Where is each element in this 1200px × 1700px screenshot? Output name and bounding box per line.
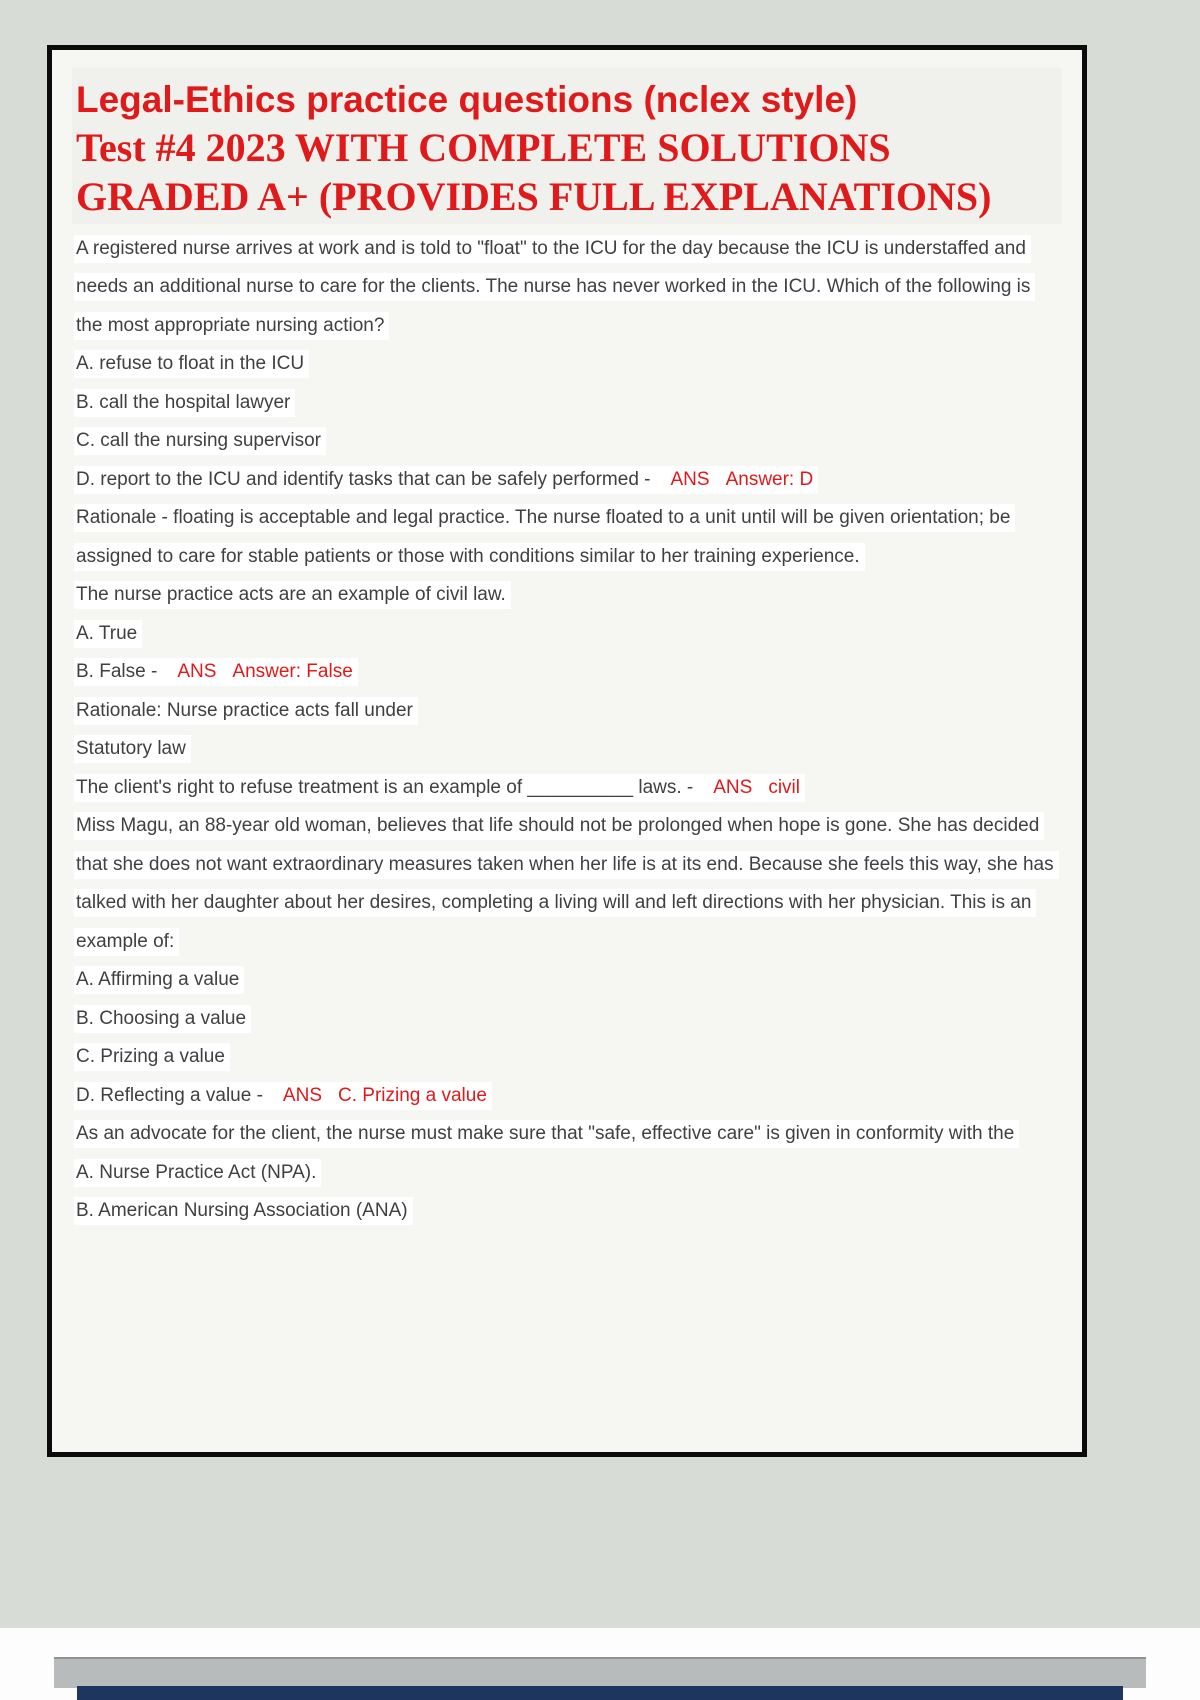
document-lines xyxy=(72,228,1062,1231)
footer-navy-bar xyxy=(77,1686,1123,1700)
text-line-highlight xyxy=(74,812,1059,956)
text-line xyxy=(74,615,1062,654)
text-line-highlight xyxy=(74,1043,230,1071)
text-line-text: Rationale - floating is acceptable and legal practice. The nurse floated to a unit until will be given orientation; be assigned to care for stable patients or those with conditions similar to her training experience. xyxy=(76,507,1011,567)
text-line xyxy=(74,1000,1062,1039)
text-line-highlight xyxy=(74,1159,321,1187)
ans-label: ANS xyxy=(177,661,217,683)
text-line-text: Rationale: Nurse practice acts fall under xyxy=(76,699,413,721)
text-line xyxy=(74,769,1062,808)
text-line xyxy=(74,807,1062,961)
text-line xyxy=(74,422,1062,461)
text-line-highlight xyxy=(74,1197,413,1225)
text-line xyxy=(74,1154,1062,1193)
text-line xyxy=(74,576,1062,615)
text-line-text: A. refuse to float in the ICU xyxy=(76,353,305,375)
text-line-highlight xyxy=(74,504,1015,571)
text-line-highlight xyxy=(74,350,309,378)
text-line-highlight xyxy=(74,466,818,494)
footer-gray-bar xyxy=(54,1657,1146,1688)
text-line-highlight xyxy=(74,966,244,994)
text-line-highlight xyxy=(74,697,418,725)
text-line-text: B. call the hospital lawyer xyxy=(76,391,291,413)
text-line-highlight xyxy=(74,658,358,686)
text-line xyxy=(74,461,1062,500)
document-title xyxy=(72,68,1062,224)
ans-label: ANS xyxy=(713,776,753,798)
text-line-highlight xyxy=(74,389,295,417)
text-line-text: D. report to the ICU and identify tasks that can be safely performed - xyxy=(76,468,651,490)
text-line xyxy=(74,230,1062,346)
text-line-text: A. True xyxy=(76,622,138,644)
text-line-text: Statutory law xyxy=(76,738,186,760)
ans-text: Answer: D xyxy=(725,468,814,490)
ans-text: civil xyxy=(768,776,800,798)
text-line xyxy=(74,653,1062,692)
text-line xyxy=(74,1115,1062,1154)
text-line xyxy=(74,692,1062,731)
text-line-text: A. Affirming a value xyxy=(76,969,240,991)
text-line xyxy=(74,499,1062,576)
text-line-text: C. Prizing a value xyxy=(76,1046,225,1068)
text-line-highlight xyxy=(74,1120,1019,1148)
title-line-sans: Legal-Ethics practice questions (nclex style) xyxy=(76,79,858,120)
text-line-highlight xyxy=(74,427,326,455)
text-line-text: A registered nurse arrives at work and is told to "float" to the ICU for the day because the ICU is understaffed and needs an additional nurse to care for the clients. The nurse has never worked in the ICU. Which of the following is the most appropriate nursing action? xyxy=(76,237,1031,336)
text-line xyxy=(74,1038,1062,1077)
text-line-text: As an advocate for the client, the nurse must make sure that "safe, effective care" is given in conformity with the xyxy=(76,1123,1015,1145)
text-line-text: The nurse practice acts are an example of civil law. xyxy=(76,584,506,606)
text-line-text: The client's right to refuse treatment is an example of __________ laws. - xyxy=(76,776,694,798)
text-line xyxy=(74,730,1062,769)
text-line-text: Miss Magu, an 88-year old woman, believes that life should not be prolonged when hope is gone. She has decided that she does not want extraordinary measures taken when her life is at its end. Because she feels this way, she has talked with her daughter about her desires, completing a living will and left directions with her physician. This is an example of: xyxy=(76,815,1054,952)
text-line-highlight xyxy=(74,1082,492,1110)
text-line xyxy=(74,1077,1062,1116)
text-line-text: B. American Nursing Association (ANA) xyxy=(76,1200,408,1222)
text-line-highlight xyxy=(74,774,805,802)
text-line xyxy=(74,1192,1062,1231)
ans-text: Answer: False xyxy=(232,661,353,683)
ans-text: C. Prizing a value xyxy=(338,1084,487,1106)
text-line xyxy=(74,345,1062,384)
text-line xyxy=(74,961,1062,1000)
text-line-text: D. Reflecting a value - xyxy=(76,1084,263,1106)
text-line xyxy=(74,384,1062,423)
text-line-text: B. False - xyxy=(76,661,158,683)
text-line-highlight xyxy=(74,235,1035,340)
ans-label: ANS xyxy=(282,1084,322,1106)
ans-label: ANS xyxy=(670,468,710,490)
text-line-highlight xyxy=(74,735,191,763)
title-line-serif: Test #4 2023 WITH COMPLETE SOLUTIONS GRADED A+ (PROVIDES FULL EXPLANATIONS) xyxy=(76,125,992,219)
text-line-highlight xyxy=(74,581,511,609)
text-line-text: C. call the nursing supervisor xyxy=(76,430,321,452)
text-line-highlight xyxy=(74,620,142,648)
text-line-highlight xyxy=(74,1005,251,1033)
text-line-text: B. Choosing a value xyxy=(76,1007,247,1029)
text-line-text: A. Nurse Practice Act (NPA). xyxy=(76,1161,317,1183)
document xyxy=(47,45,1087,1457)
